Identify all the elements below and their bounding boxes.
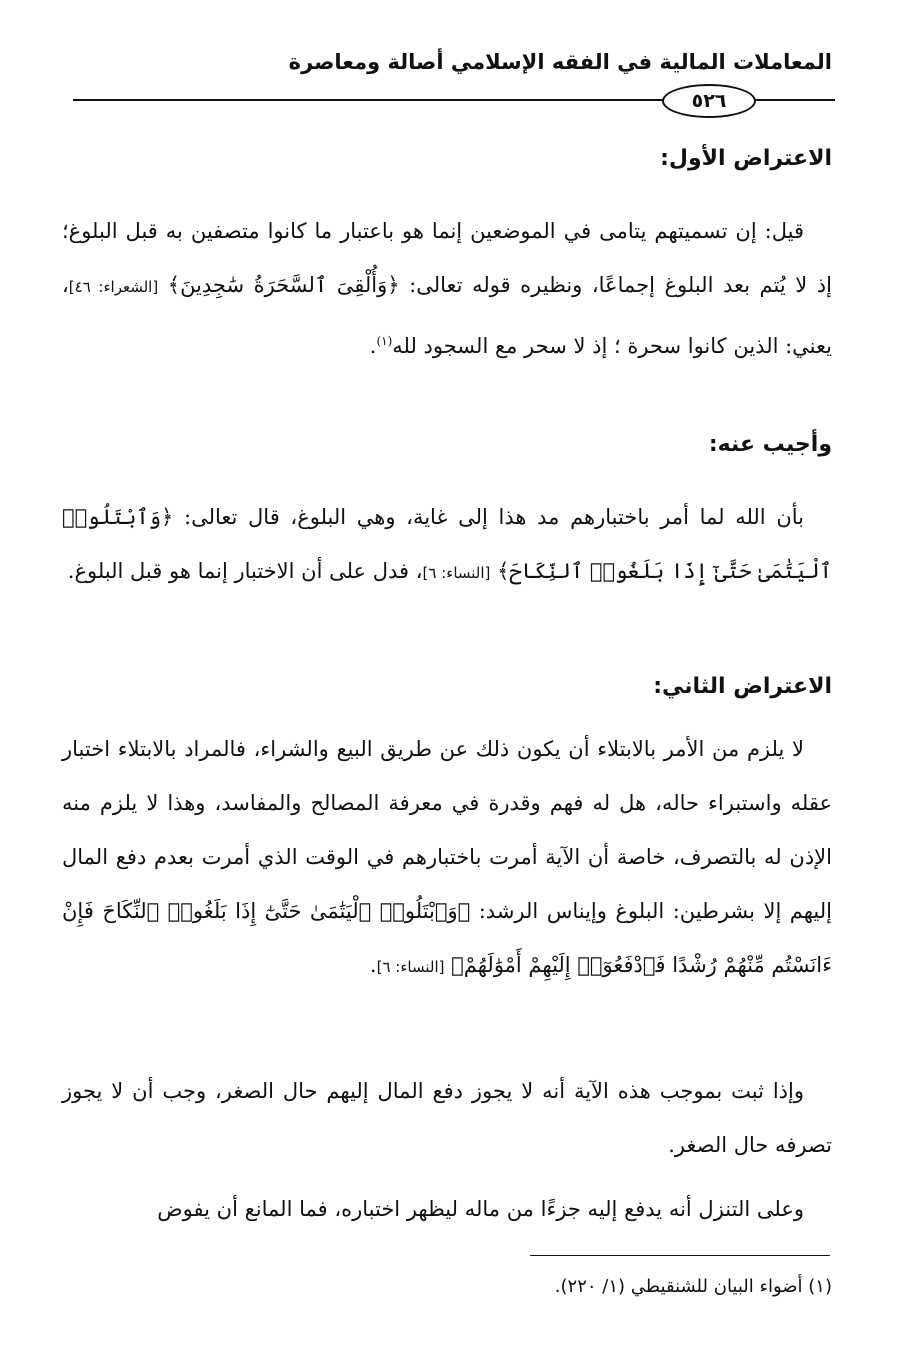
footnote-rule bbox=[530, 1255, 830, 1256]
paragraph-end: . bbox=[369, 953, 377, 977]
answer-1-paragraph bbox=[62, 490, 832, 600]
answer-1-heading bbox=[62, 432, 832, 457]
paragraph-text: ، يعني: الذين كانوا سحرة ؛ إذ لا سحر مع السجود لله bbox=[62, 273, 832, 358]
section-heading: الاعتراض الثاني: bbox=[653, 674, 832, 699]
paragraph-text: وعلى التنزل أنه يدفع إليه جزءًا من ماله ليظهر اختباره، فما المانع أن يفوض bbox=[157, 1197, 804, 1221]
objection-1-heading bbox=[62, 146, 832, 171]
footnote: (١) أضواء البيان للشنقيطي (١/ ٢٢٠). bbox=[554, 1276, 832, 1297]
objection-2-heading bbox=[62, 674, 832, 699]
running-title: المعاملات المالية في الفقه الإسلامي أصالة ومعاصرة bbox=[288, 50, 832, 74]
section-heading: الاعتراض الأول: bbox=[660, 146, 832, 171]
paragraph-text: ، فدل على أن الاختبار إنما هو قبل البلوغ. bbox=[67, 559, 423, 583]
verse-citation: [الشعراء: ٤٦] bbox=[68, 278, 159, 296]
verse-citation: [النساء: ٦] bbox=[376, 958, 445, 976]
section-heading: وأجيب عنه: bbox=[708, 432, 832, 457]
verse-citation: [النساء: ٦] bbox=[422, 564, 491, 582]
paragraph-text: قيل: إن تسميتهم يتامى في الموضعين إنما هو باعتبار ما كانوا متصفين به قبل البلوغ؛ إذ لا يُتم بعد البلوغ إجماعًا، ونظيره قوله تعالى: bbox=[62, 219, 832, 297]
paragraph-text: بأن الله لما أمر باختبارهم مد هذا إلى غاية، وهي البلوغ، قال تعالى: bbox=[173, 505, 804, 529]
quran-verse: ﴿وَأُلْقِىَ ٱلسَّحَرَةُ سَٰجِدِينَ﴾ bbox=[167, 273, 400, 297]
proved-paragraph bbox=[62, 1064, 832, 1172]
objection-1-paragraph bbox=[62, 204, 832, 373]
paragraph-text: وإذا ثبت بموجب هذه الآية أنه لا يجوز دفع المال إليهم حال الصغر، وجب أن لا يجوز تصرفه حال الصغر. bbox=[62, 1079, 832, 1157]
footnote-reference: (١) bbox=[376, 334, 393, 348]
objection-2-paragraph bbox=[62, 722, 832, 994]
paragraph-end: . bbox=[369, 334, 377, 358]
quran-verse: ﴿وَٱبْتَلُوا۟ ٱلْيَتَٰمَىٰ حَتَّىٰٓ إِذَا بَلَغُوا۟ ٱلنِّكَاحَ﴾ bbox=[62, 505, 832, 583]
paragraph-text: لا يلزم من الأمر بالابتلاء أن يكون ذلك عن طريق البيع والشراء، فالمراد بالابتلاء اختبار عقله واستبراء حاله، هل له فهم وقدرة في معرفة المصالح والمفاسد، وهذا لا يلزم منه الإذن له بالتصرف، خاصة أن الآية أمرت باختبارهم في الوقت الذي أمرت بعدم دفع المال إليهم إلا بشرطين: البلوغ وإيناس الرشد: bbox=[62, 737, 832, 923]
quran-verse: ﴿وَٱبْتَلُوا۟ ٱلْيَتَٰمَىٰ حَتَّىٰٓ إِذَا بَلَغُوا۟ ٱلنِّكَاحَ فَإِنْ ءَانَسْتُم مِّنْهُمْ رُشْدًا فَٱدْفَعُوٓا۟ إِلَيْهِمْ أَمْوَٰلَهُمْ﴾ bbox=[62, 899, 832, 977]
concession-paragraph bbox=[62, 1182, 832, 1236]
page-number: ٥٢٦ bbox=[662, 84, 756, 118]
